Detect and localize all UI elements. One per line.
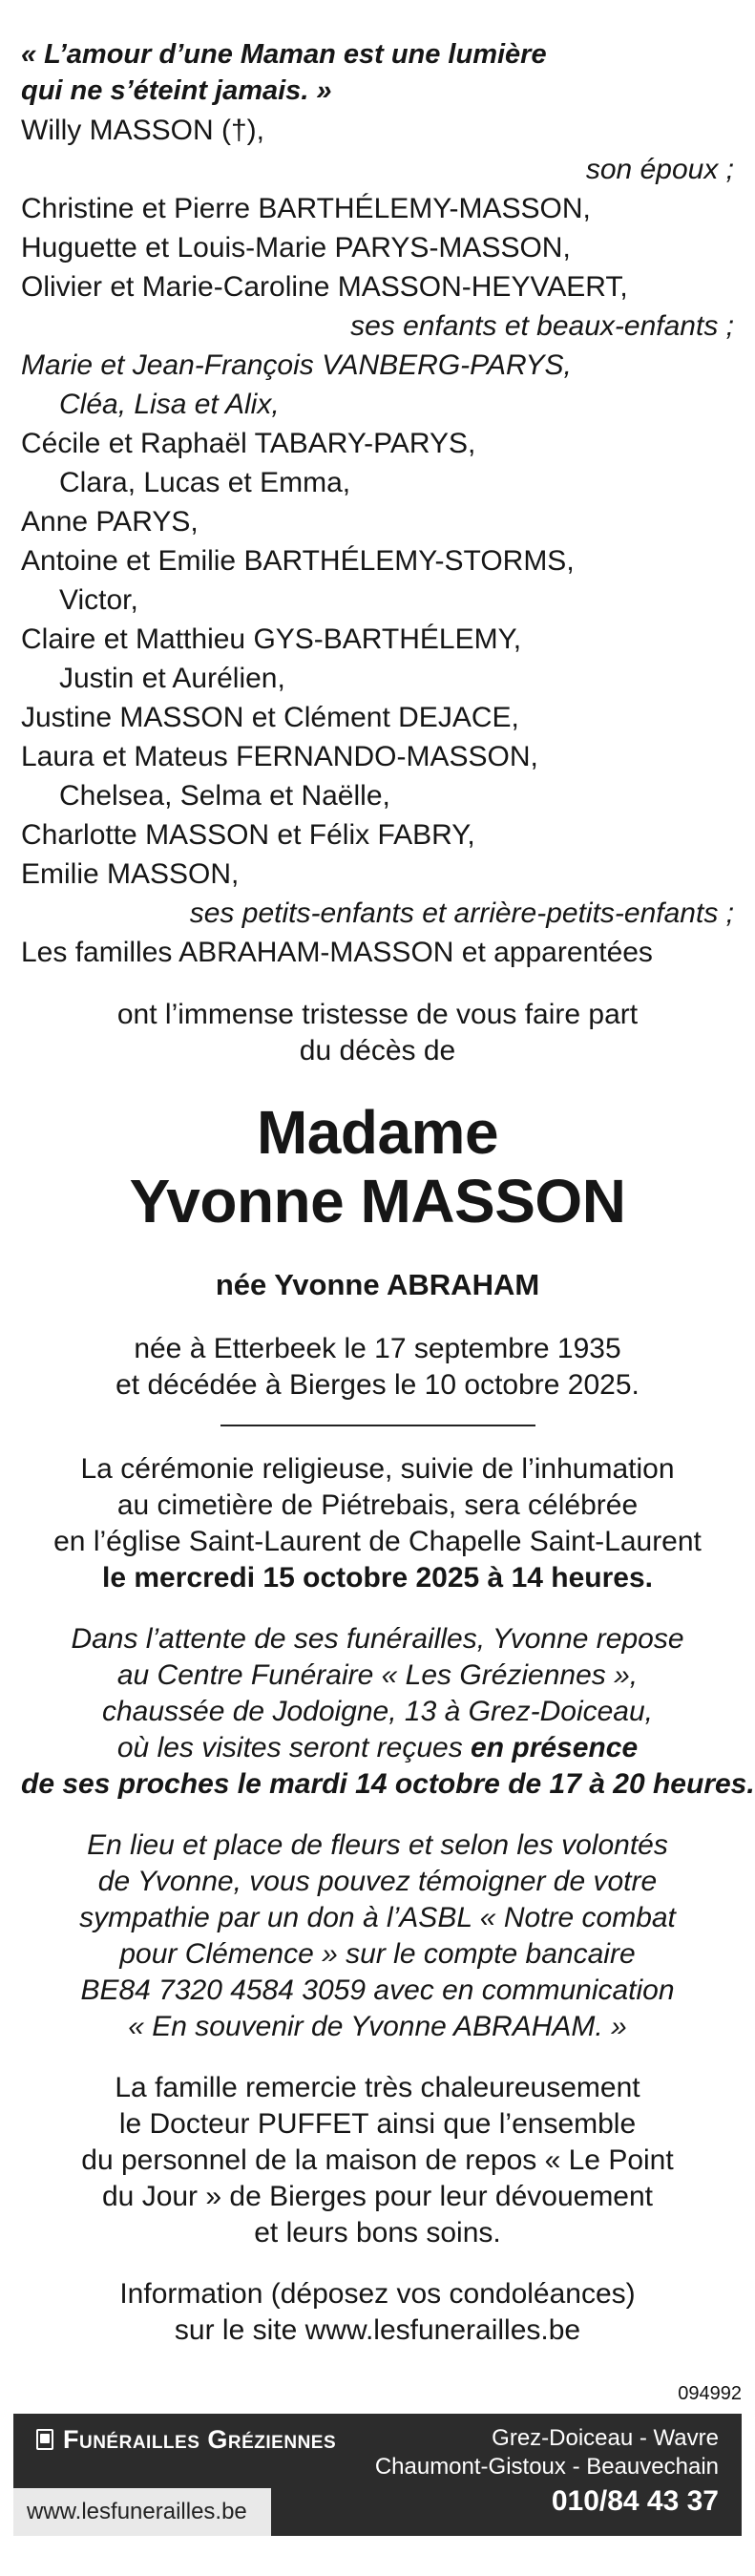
family-relation: ses petits-enfants et arrière-petits-enfants ; xyxy=(189,897,734,929)
donation-bank-account: BE84 7320 4584 3059 avec en communication xyxy=(80,1974,675,2006)
family-line: Les familles ABRAHAM-MASSON et apparentées xyxy=(21,937,653,968)
family-relation: ses enfants et beaux-enfants ; xyxy=(350,310,734,342)
donation-info xyxy=(21,1827,734,2045)
thanks-line: le Docteur PUFFET ainsi que l’ensemble xyxy=(118,2108,637,2140)
family-line: Cécile et Raphaël TABARY-PARYS, xyxy=(21,428,476,459)
visitation-line: Dans l’attente de ses funérailles, Yvonne repose xyxy=(71,1623,684,1655)
announcement xyxy=(21,997,734,1069)
announcement-line: du décès de xyxy=(299,1035,456,1066)
family-relation: son époux ; xyxy=(585,154,734,185)
visitation-info xyxy=(21,1621,755,1803)
reference-number: 094992 xyxy=(678,2383,742,2404)
deceased-name: Yvonne MASSON xyxy=(129,1167,626,1235)
dates-line: et décédée à Bierges le 10 octobre 2025. xyxy=(115,1369,640,1401)
family-line: Olivier et Marie-Caroline MASSON-HEYVAERT, xyxy=(21,271,628,303)
visitation-line: au Centre Funéraire « Les Gréziennes », xyxy=(116,1659,639,1691)
ceremony-info xyxy=(21,1451,734,1596)
quote-line: qui ne s’éteint jamais. » xyxy=(21,75,332,106)
family-line: Christine et Pierre BARTHÉLEMY-MASSON, xyxy=(21,193,591,224)
thanks-line: La famille remercie très chaleureusement xyxy=(115,2072,640,2103)
opening-quote xyxy=(21,36,734,109)
family-line: Justin et Aurélien, xyxy=(59,663,285,694)
visitation-line: chaussée de Jodoigne, 13 à Grez-Doiceau, xyxy=(101,1696,654,1727)
family-list xyxy=(21,111,734,972)
brand-label: Funérailles Gréziennes xyxy=(63,2425,337,2454)
family-line: Marie et Jean-François VANBERG-PARYS, xyxy=(21,349,572,381)
thanks-message xyxy=(21,2070,734,2251)
family-line: Clara, Lucas et Emma, xyxy=(59,467,351,498)
donation-line: sympathie par un don à l’ASBL « Notre combat xyxy=(79,1902,676,1933)
thanks-line: du personnel de la maison de repos « Le Point xyxy=(81,2144,674,2176)
footer-website[interactable]: www.lesfunerailles.be xyxy=(13,2488,271,2536)
ceremony-line: en l’église Saint-Laurent de Chapelle Saint-Laurent xyxy=(53,1526,702,1557)
brand-name xyxy=(36,2425,336,2455)
visitation-line xyxy=(21,1730,734,1766)
visitation-schedule: de ses proches le mardi 14 octobre de 17 à 20 heures. xyxy=(21,1768,755,1800)
family-line: Claire et Matthieu GYS-BARTHÉLEMY, xyxy=(21,623,522,655)
family-line: Chelsea, Selma et Naëlle, xyxy=(59,780,390,812)
family-line: Cléa, Lisa et Alix, xyxy=(59,389,280,420)
thanks-line: et leurs bons soins. xyxy=(254,2217,501,2249)
announcement-line: ont l’immense tristesse de vous faire part xyxy=(116,999,639,1030)
condolence-website: sur le site www.lesfunerailles.be xyxy=(174,2314,581,2346)
footer-locations: Grez-Doiceau - Wavre xyxy=(492,2425,719,2451)
visitation-emphasis: en présence xyxy=(471,1732,639,1763)
funeral-home-icon xyxy=(36,2429,53,2450)
condolence-line: Information (déposez vos condoléances) xyxy=(119,2278,636,2310)
footer-phone: 010/84 43 37 xyxy=(551,2485,719,2517)
family-line: Justine MASSON et Clément DEJACE, xyxy=(21,702,519,733)
donation-line: En lieu et place de fleurs et selon les volontés xyxy=(87,1829,668,1861)
ceremony-line: au cimetière de Piétrebais, sera célébrée xyxy=(116,1489,639,1521)
separator-line xyxy=(220,1425,535,1426)
thanks-line: du Jour » de Bierges pour leur dévouement xyxy=(101,2181,654,2212)
condolence-info xyxy=(21,2276,734,2349)
dates-line: née à Etterbeek le 17 septembre 1935 xyxy=(134,1333,621,1364)
family-line: Willy MASSON (†), xyxy=(21,115,264,146)
family-line: Charlotte MASSON et Félix FABRY, xyxy=(21,819,475,851)
donation-line: pour Clémence » sur le compte bancaire xyxy=(119,1938,636,1970)
visitation-text: où les visites seront reçues xyxy=(116,1732,472,1763)
donation-line: « En souvenir de Yvonne ABRAHAM. » xyxy=(128,2011,627,2042)
family-line: Emilie MASSON, xyxy=(21,858,240,890)
ceremony-line: La cérémonie religieuse, suivie de l’inhumation xyxy=(80,1453,675,1485)
family-line: Anne PARYS, xyxy=(21,506,199,538)
quote-line: « L’amour d’une Maman est une lumière xyxy=(21,39,547,70)
family-line: Antoine et Emilie BARTHÉLEMY-STORMS, xyxy=(21,545,575,577)
deceased-title: Madame xyxy=(256,1098,499,1167)
maiden-name: née Yvonne ABRAHAM xyxy=(215,1268,540,1301)
family-line: Laura et Mateus FERNANDO-MASSON, xyxy=(21,741,538,772)
donation-line: de Yvonne, vous pouvez témoigner de votre xyxy=(97,1866,658,1897)
family-line: Huguette et Louis-Marie PARYS-MASSON, xyxy=(21,232,571,264)
birth-death-dates xyxy=(21,1331,734,1404)
footer xyxy=(0,2414,755,2576)
footer-locations: Chaumont-Gistoux - Beauvechain xyxy=(374,2454,719,2480)
family-line: Victor, xyxy=(59,584,138,616)
ceremony-date: le mercredi 15 octobre 2025 à 14 heures. xyxy=(102,1562,653,1594)
